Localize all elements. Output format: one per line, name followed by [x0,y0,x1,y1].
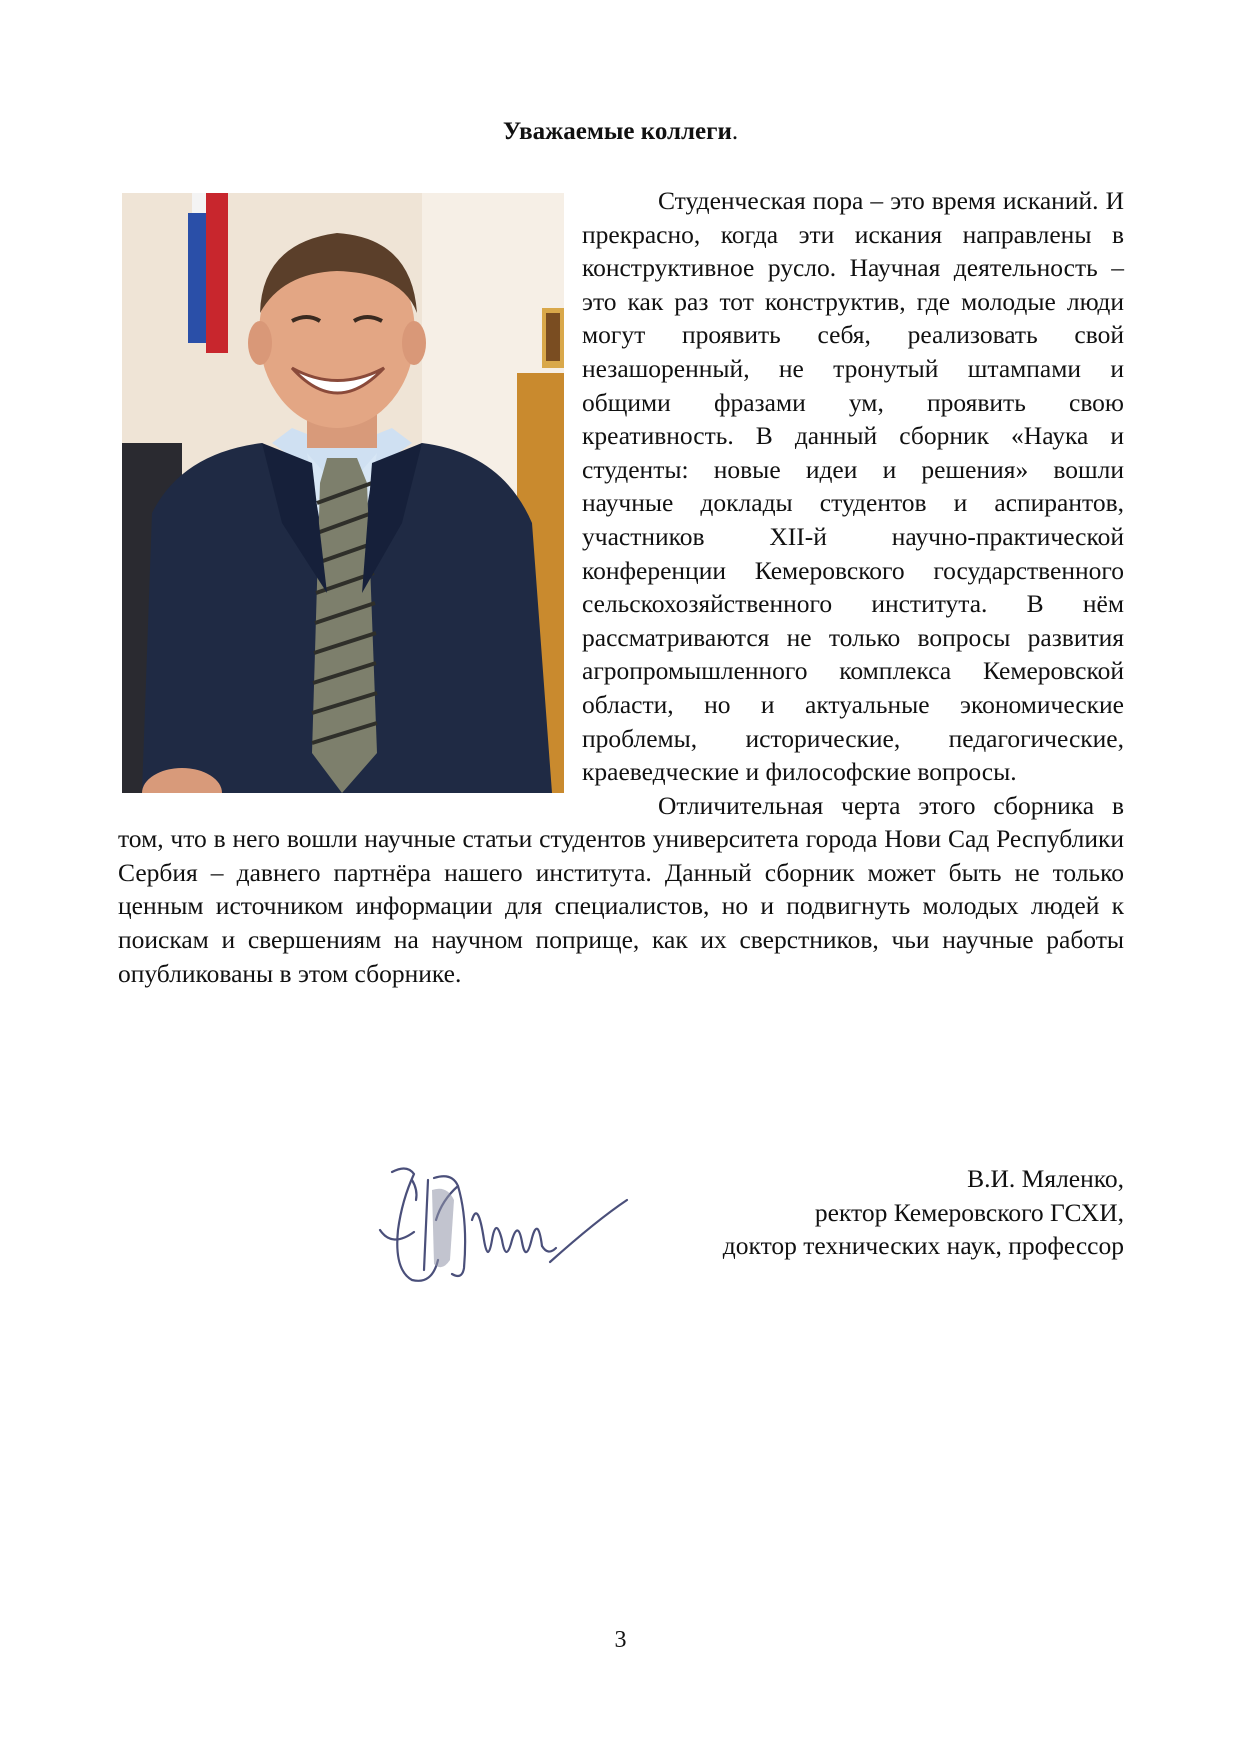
body-text [118,184,1124,990]
page-title-punct: . [731,118,739,145]
paragraph-2: Отличительная черта этого сборника в том, что в него вошли научные статьи студентов университета города Нови Сад Республики Сербия – давнего партнёра нашего института. Данный сборник может быть не только ценным источником информации для специалистов, но и подвигнуть молодых людей к поискам и свершениям на научном поприще, как их сверстников, чьи научные работы опубликованы в этом сборнике. [118,790,1124,988]
handwritten-signature [372,1160,642,1290]
page-number: 3 [614,1627,627,1653]
page-title [0,118,1241,146]
signer-position: ректор Кемеровского ГСХИ, [814,1197,1124,1227]
page-title-text: Уважаемые коллеги [502,118,732,145]
paragraph-1: Студенческая пора – это время исканий. И прекрасно, когда эти искания направлены в конструктивное русло. Научная деятельность – это как раз тот конструктив, где молодые люди могут проявить себя, реализовать свой незашоренный, не тронутый штампами и общими фразами ум, проявить свою креативность. В данный сборник «Наука и студенты: новые идеи и решения» вошли научные доклады студентов и аспирантов, участников XII-й научно-практической конференции Кемеровского государственного сельскохозяйственного института. В нём рассматриваются не только вопросы развития агропромышленного комплекса Кемеровской области, но и актуальные экономические проблемы, исторические, педагогические, краеведческие и философские вопросы. [582,186,1124,787]
signer-name: В.И. Мяленко, [967,1164,1124,1193]
signer-degree: доктор технических наук, профессор [722,1231,1124,1261]
photo-spacer [118,184,582,822]
signature-block [723,1162,1124,1263]
